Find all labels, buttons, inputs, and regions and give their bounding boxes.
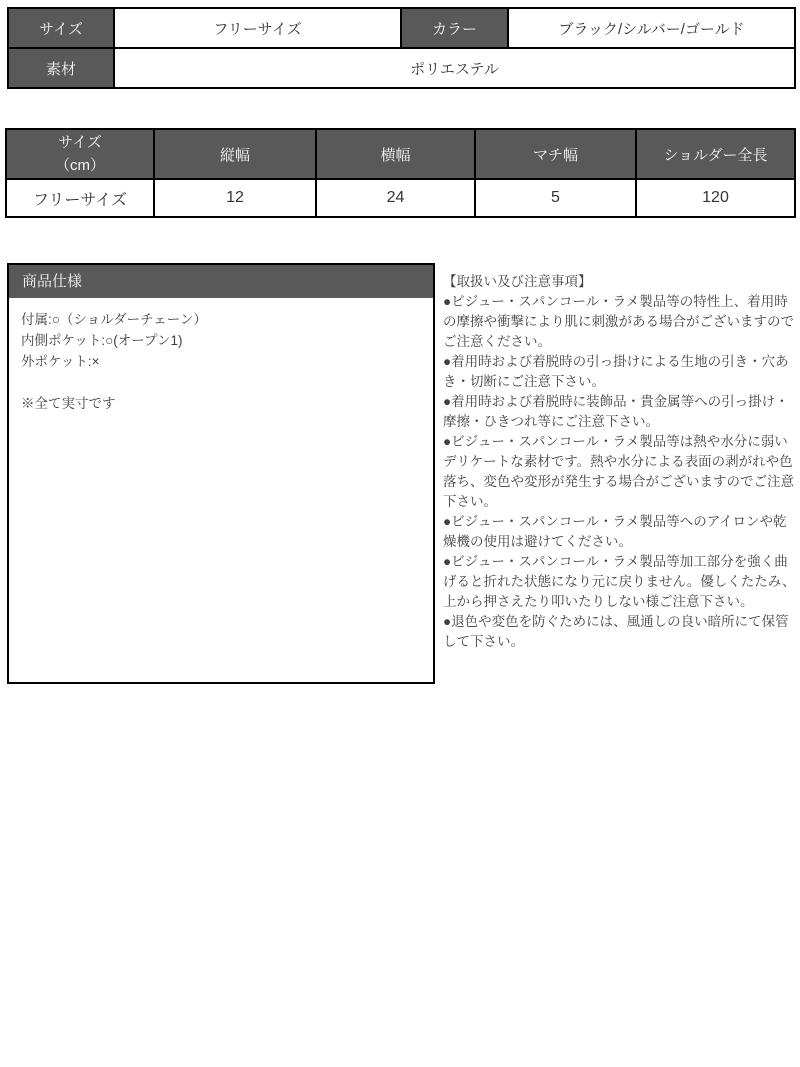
size-label-cell: サイズ bbox=[8, 8, 114, 48]
size-value-cell: フリーサイズ bbox=[114, 8, 401, 48]
product-spec-box bbox=[7, 263, 435, 684]
spec-line-outer-pocket: 外ポケット:× bbox=[21, 354, 100, 369]
material-label-cell: 素材 bbox=[8, 48, 114, 88]
spec-line-inner-pocket: 内側ポケット:○(オープン1) bbox=[21, 333, 183, 348]
handling-notes bbox=[443, 272, 796, 652]
dim-header-width-cell: 横幅 bbox=[316, 129, 475, 179]
dimensions-table bbox=[5, 128, 796, 218]
handling-note-item: ●ビジュー・スパンコール・ラメ製品等は熱や水分に弱いデリケートな素材です。熱や水分による表面の剥がれや色落ち、変色や変形が発生する場合がございますのでご注意下さい。 bbox=[443, 434, 794, 509]
table-row bbox=[8, 48, 795, 88]
spec-line-accessory: 付属:○（ショルダーチェーン） bbox=[21, 312, 207, 327]
table-row bbox=[8, 8, 795, 48]
product-spec-body bbox=[9, 298, 433, 425]
handling-note-item: ●ビジュー・スパンコール・ラメ製品等へのアイロンや乾燥機の使用は避けてください。 bbox=[443, 514, 787, 549]
handling-notes-title: 【取扱い及び注意事項】 bbox=[443, 274, 592, 289]
dim-width-cell: 24 bbox=[316, 179, 475, 217]
dim-size-cell: フリーサイズ bbox=[6, 179, 154, 217]
dim-gusset-cell: 5 bbox=[475, 179, 636, 217]
dim-shoulder-cell: 120 bbox=[636, 179, 795, 217]
dim-header-size-cell bbox=[6, 129, 154, 179]
table-row bbox=[6, 179, 795, 217]
dim-header-size-line2: （cm） bbox=[55, 157, 105, 174]
handling-note-item: ●退色や変色を防ぐためには、風通しの良い暗所にて保管して下さい。 bbox=[443, 614, 789, 649]
handling-note-item: ●ビジュー・スパンコール・ラメ製品等の特性上、着用時の摩擦や衝撃により肌に刺激がある場合がございますのでご注意ください。 bbox=[443, 294, 794, 349]
handling-note-item: ●着用時および着脱時に装飾品・貴金属等への引っ掛け・摩擦・ひきつれ等にご注意下さい。 bbox=[443, 394, 789, 429]
color-value-cell: ブラック/シルバー/ゴールド bbox=[508, 8, 795, 48]
spacer bbox=[21, 372, 421, 393]
material-value-cell: ポリエステル bbox=[114, 48, 795, 88]
dim-header-size-line1: サイズ bbox=[58, 133, 102, 151]
table-header-row bbox=[6, 129, 795, 179]
handling-notes-list bbox=[443, 292, 796, 652]
dim-height-cell: 12 bbox=[154, 179, 316, 217]
spec-measurement-note: ※全て実寸です bbox=[21, 396, 116, 411]
dim-header-shoulder-cell: ショルダー全長 bbox=[636, 129, 795, 179]
handling-note-item: ●ビジュー・スパンコール・ラメ製品等加工部分を強く曲げると折れた状態になり元に戻りません。優しくたたみ、上から押さえたり叩いたりしない様ご注意下さい。 bbox=[443, 554, 796, 609]
size-color-material-table bbox=[7, 7, 796, 89]
dim-header-gusset-cell: マチ幅 bbox=[475, 129, 636, 179]
color-label-cell: カラー bbox=[401, 8, 508, 48]
product-spec-title: 商品仕様 bbox=[9, 265, 433, 298]
dim-header-height-cell: 縦幅 bbox=[154, 129, 316, 179]
handling-note-item: ●着用時および着脱時の引っ掛けによる生地の引き・穴あき・切断にご注意下さい。 bbox=[443, 354, 789, 389]
